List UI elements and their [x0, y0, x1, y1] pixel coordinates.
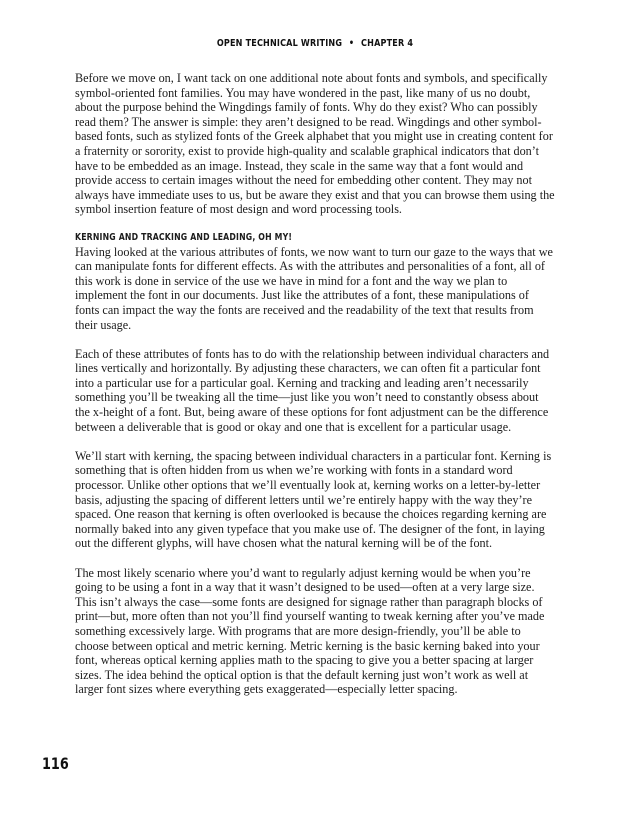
body-paragraph: Each of these attributes of fonts has to do with the relationship between individual characters and lines vertically and horizontally. By adjusting these characters, we can often fit a particular font into a particular use for a particular goal. Kerning and tracking and leading aren’t necessarily something you’ll be tweaking all the time—just like you won’t need to constantly obsess about the x-height of a font. But, being aware of these options for font adjustment can be the difference between a deliverable that is good or okay and one that is excellent for a particular usage.	[75, 346, 550, 434]
body-paragraph: The most likely scenario where you’d want to regularly adjust kerning would be when you’re going to be using a font in a way that it wasn’t designed to be used—often at a very large size. This isn’t always the case—some fonts are designed for signage rather than paragraph blocks of print—but, more often than not you’ll find yourself wanting to tweak kerning after you’ve made something excessively large. With programs that are more design-friendly, you’ll be able to choose between optical and metric kerning. Metric kerning is the basic kerning baked into your font, whereas optical kerning applies math to the spacing to give you a better spacing at larger sizes. The idea behind the optical option is that the default kerning just won’t work as well at larger font sizes where everything gets exaggerated—especially letter spacing.	[75, 565, 545, 697]
section-heading: KERNING AND TRACKING AND LEADING, OH MY!	[75, 231, 293, 243]
page-body	[75, 71, 555, 712]
header-separator: •	[348, 38, 355, 49]
page-number: 116	[42, 754, 69, 773]
intro-paragraph: Before we move on, I want tack on one additional note about fonts and symbols, and specifically symbol-oriented font families. You may have wondered in the past, like many of us no doubt, about the purpose behind the Wingdings family of fonts. Why do they exist? Who can possibly read them? The answer is simple: they aren’t designed to be read. Wingdings and other symbol-based fonts, such as stylized fonts of the Greek alphabet that you might use in creating content for a fraternity or sorority, exist to provide high-quality and scalable graphical indicators that don’t have to be embedded as an image. Instead, they scale in the same way that a font would and provide access to certain images without the need for embedding other content. They may not always have immediate uses to us, but be aware they exist and that you can browse them using the symbol insertion feature of most design and word processing tools.	[75, 71, 555, 217]
body-paragraph: Having looked at the various attributes of fonts, we now want to turn our gaze to the ways that we can manipulate fonts for different effects. As with the attributes and personalities of a font, all of this work is done in service of the use we have in mind for a font and the way we plan to implement the font in our documents. Just like the attributes of a font, these manipulations of fonts can impact the way the fonts are received and the readability of the text that results from their usage.	[75, 244, 553, 332]
chapter-label: CHAPTER 4	[361, 38, 414, 49]
running-header	[47, 38, 583, 50]
book-title: OPEN TECHNICAL WRITING	[216, 38, 343, 49]
body-paragraph: We’ll start with kerning, the spacing between individual characters in a particular font. Kerning is something that is often hidden from us when we’re working with fonts in a standard word processor. Unlike other options that we’ll eventually look at, kerning works on a letter-by-letter basis, adjusting the spacing of different letters until we’re entirely happy with the way they’re spaced. One reason that kerning is often overlooked is because the choices regarding kerning are normally baked into any given typeface that you make use of. The designer of the font, in laying out the different glyphs, will have chosen what the natural kerning will be of the font.	[75, 448, 552, 551]
